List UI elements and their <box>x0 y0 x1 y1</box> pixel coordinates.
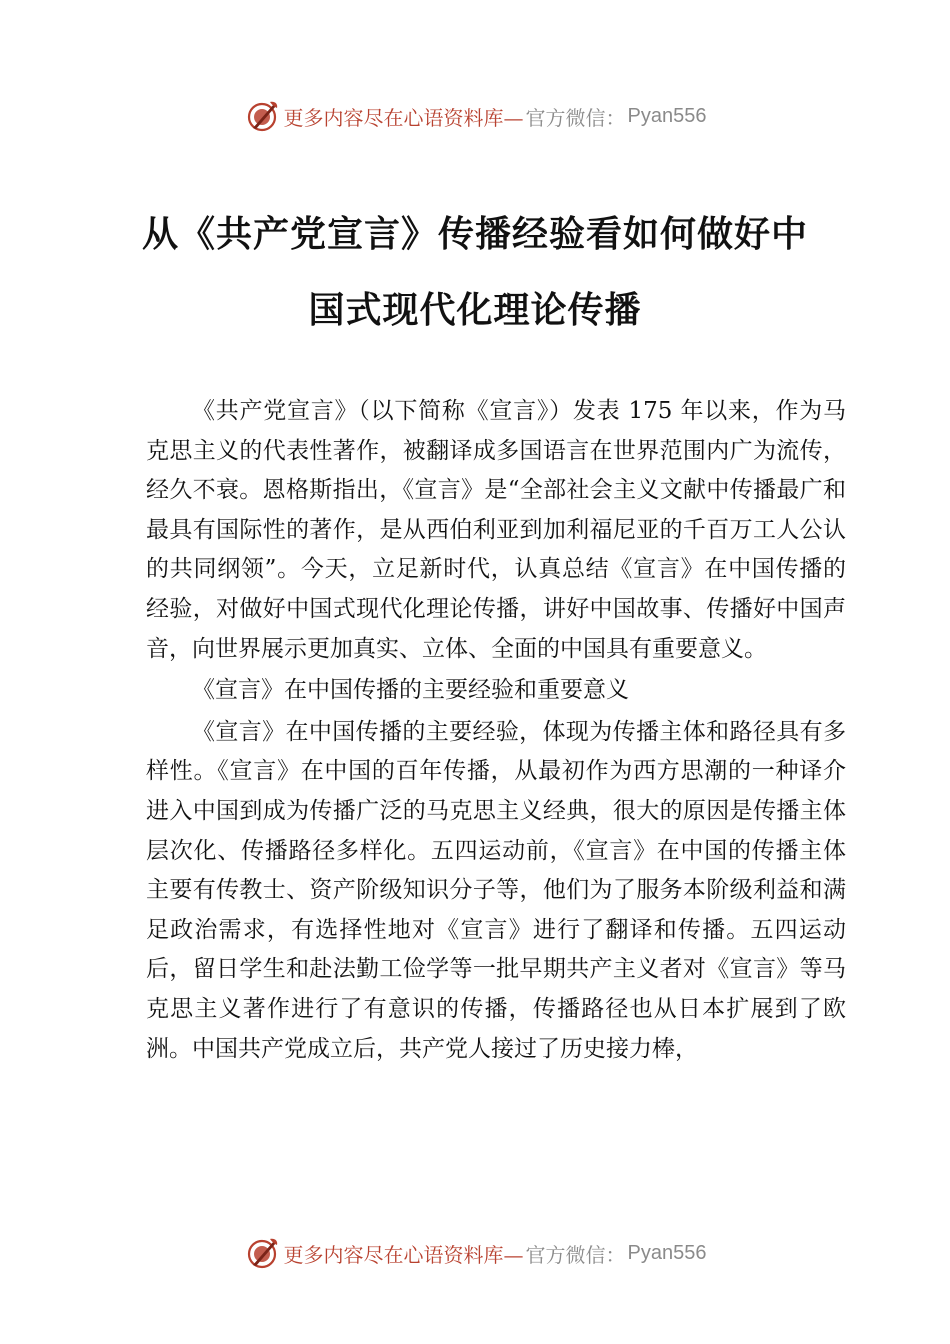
banner-wechat-label: 官方微信： <box>525 1242 626 1267</box>
banner-text: 更多内容尽在心语资料库— <box>283 1242 524 1267</box>
banner-wechat-label: 官方微信： <box>525 105 626 130</box>
page-title <box>60 196 890 348</box>
paragraph-experience: 《宣言》在中国传播的主要经验，体现为传播主体和路径具有多样性。《宣言》在中国的百年传播，从最初作为西方思潮的一种译介进入中国到成为传播广泛的马克思主义经典，很大的原因是传播主体层次化、传播路径多样化。五四运动前，《宣言》在中国的传播主体主要有传教士、资产阶级知识分子等，他们为了服务本阶级利益和满足政治需求，有选择性地对《宣言》进行了翻译和传播。五四运动后，留日学生和赴法勤工俭学等一批早期共产主义者对《宣言》等马克思主义著作进行了有意识的传播，传播路径也从日本扩展到了欧洲。中国共产党成立后，共产党人接过了历史接力棒， <box>146 718 846 1062</box>
article-body <box>146 392 846 1069</box>
quill-seal-icon <box>244 98 280 134</box>
quill-seal-icon <box>244 1235 280 1271</box>
title-line-2: 国式现代化理论传播 <box>308 289 642 331</box>
banner-wechat-id: Pyan556 <box>627 1241 707 1264</box>
banner-text: 更多内容尽在心语资料库— <box>283 105 524 130</box>
footer-banner <box>0 1233 950 1273</box>
section-heading: 《宣言》在中国传播的主要经验和重要意义 <box>192 677 629 704</box>
header-banner <box>0 96 950 136</box>
paragraph-intro: 《共产党宣言》（以下简称《宣言》）发表 175 年以来，作为马克思主义的代表性著作，被翻译成多国语言在世界范围内广为流传，经久不衰。恩格斯指出，《宣言》是“全部社会主义文献中传播最广和最具有国际性的著作，是从西伯利亚到加利福尼亚的千百万工人公认的共同纲领”。今天，立足新时代，认真总结《宣言》在中国传播的经验，对做好中国式现代化理论传播，讲好中国故事、传播好中国声音，向世界展示更加真实、立体、全面的中国具有重要意义。 <box>146 398 846 662</box>
title-line-1: 从《共产党宣言》传播经验看如何做好中 <box>141 213 808 255</box>
banner-wechat-id: Pyan556 <box>627 104 707 127</box>
